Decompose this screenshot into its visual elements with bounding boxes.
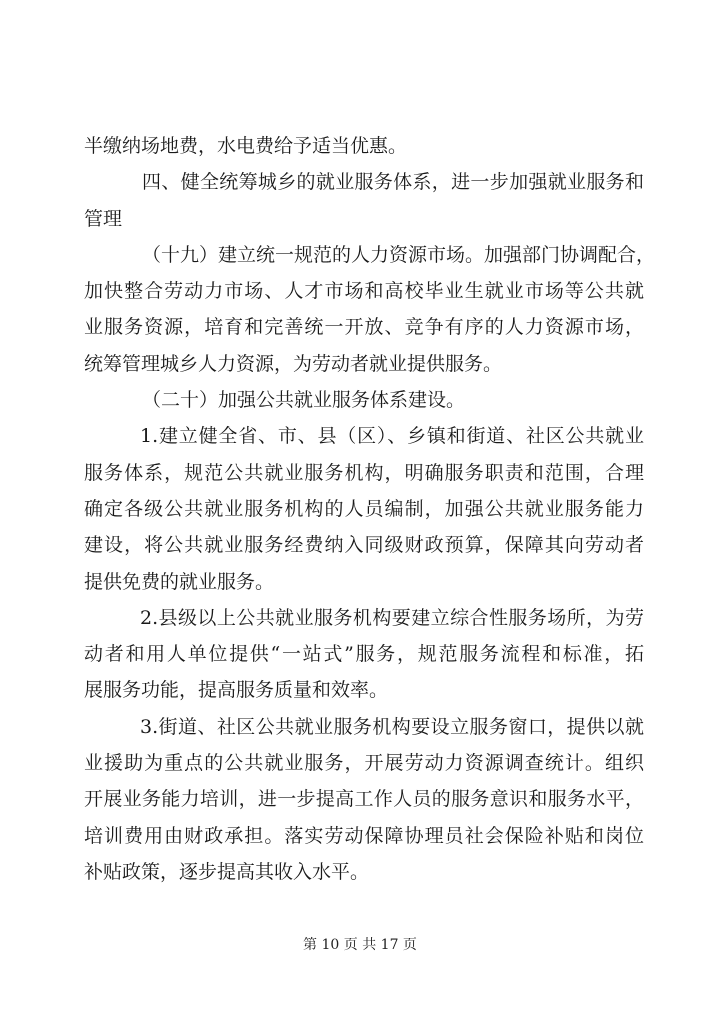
paragraph-line: 补贴政策，逐步提高其收入水平。 [84,860,370,883]
section-heading-line: 管理 [84,207,123,230]
paragraph-line: 提供免费的就业服务。 [84,570,275,593]
paragraph-line: 业服务资源，培育和完善统一开放、竞争有序的人力资源市场， [84,316,644,339]
paragraph-line: 2.县级以上公共就业服务机构要建立综合性服务场所，为劳 [140,606,644,629]
paragraph-line: 统筹管理城乡人力资源，为劳动者就业提供服务。 [84,352,503,375]
paragraph-line: （二十）加强公共就业服务体系建设。 [142,389,466,412]
document-body [84,128,656,890]
section-heading-line: 四、健全统筹城乡的就业服务体系，进一步加强就业服务和 [142,171,644,194]
paragraph-line: 开展业务能力培训，进一步提高工作人员的服务意识和服务水平， [84,788,644,811]
paragraph-line: 半缴纳场地费，水电费给予适当优惠。 [84,135,408,157]
paragraph-line: 培训费用由财政承担。落实劳动保障协理员社会保险补贴和岗位 [84,824,644,847]
paragraph-line: 加快整合劳动力市场、人才市场和高校毕业生就业市场等公共就 [84,280,644,303]
paragraph-line: （十九）建立统一规范的人力资源市场。加强部门协调配合， [142,243,656,266]
paragraph-line: 3.街道、社区公共就业服务机构要设立服务窗口，提供以就 [140,715,644,738]
paragraph-line: 1.建立健全省、市、县（区）、乡镇和街道、社区公共就业 [140,425,644,448]
paragraph-line: 业援助为重点的公共就业服务，开展劳动力资源调查统计。组织 [84,752,644,775]
paragraph-line: 动者和用人单位提供“一站式”服务，规范服务流程和标准，拓 [84,643,644,666]
page-number-footer: 第 10 页 共 17 页 [303,937,417,953]
paragraph-line: 建设，将公共就业服务经费纳入同级财政预算，保障其向劳动者 [84,534,644,557]
paragraph-line: 服务体系，规范公共就业服务机构，明确服务职责和范围，合理 [84,461,644,484]
paragraph-line: 展服务功能，提高服务质量和效率。 [84,679,389,702]
paragraph-line: 确定各级公共就业服务机构的人员编制，加强公共就业服务能力 [84,497,644,520]
